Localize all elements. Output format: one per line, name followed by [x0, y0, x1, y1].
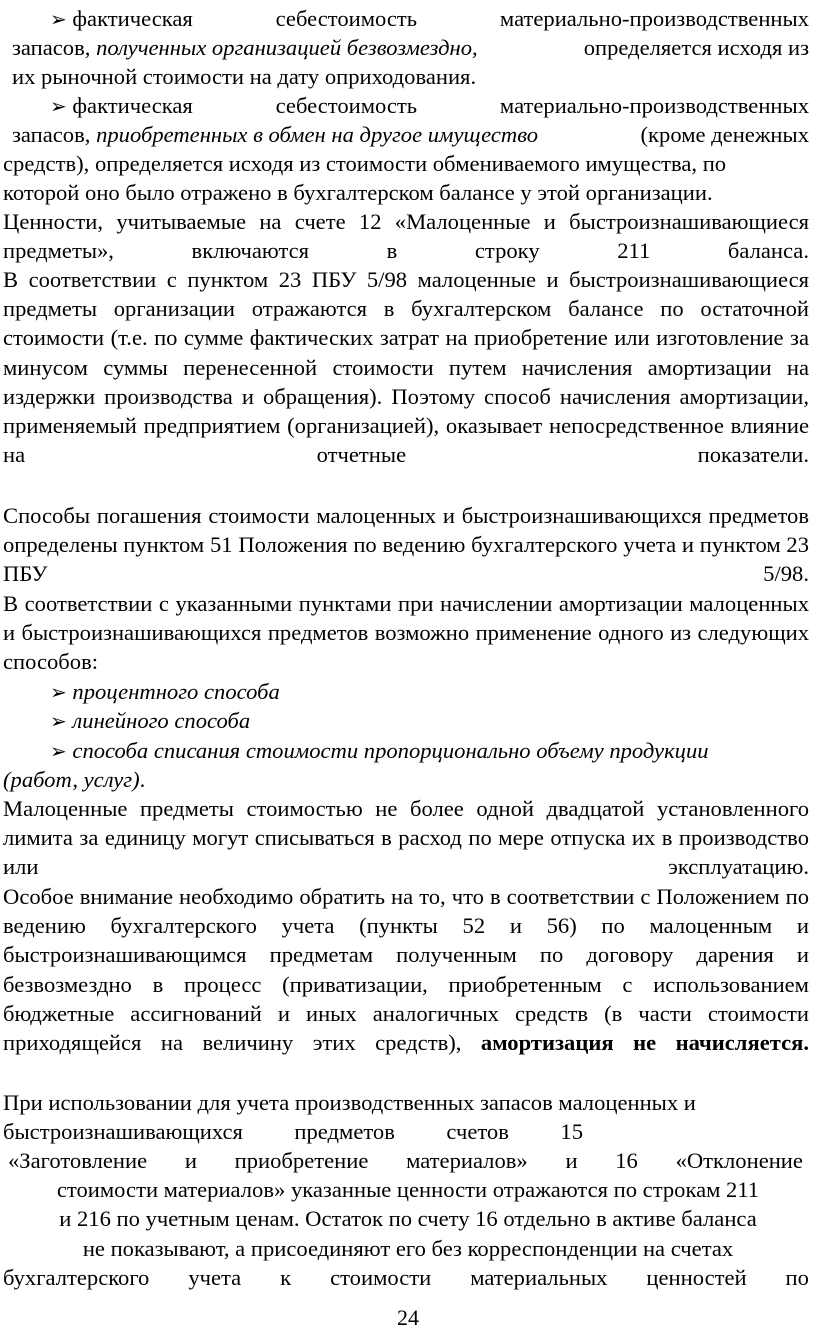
item2-line2: запасов, приобретенных в обмен на другое имущество (кроме денежных — [12, 122, 809, 147]
bullet-arrow-icon: ➢ — [50, 711, 67, 733]
para7-line5: и 216 по учетным ценам. Остаток по счету 16 отдельно в активе баланса — [59, 1206, 757, 1231]
item2-line1: ➢ фактическая себестоимость материально-производственных — [50, 93, 809, 118]
bullet-arrow-icon: ➢ — [50, 96, 67, 118]
para7-line6: не показывают, а присоединяют его без корреспонденции на счетах — [82, 1236, 734, 1261]
item1-line1: ➢ фактическая себестоимость материально-производственных — [50, 6, 809, 31]
paragraph-1: Ценности, учитываемые на счете 12 «Малоценные и быстроизнашивающиеся предметы», включаются в строку 211 баланса. — [3, 209, 809, 264]
paragraph-3: Способы погашения стоимости малоценных и быстроизнашивающихся предметов определены пунктом 51 Положения по ведению бухгалтерского учета и пунктом 23 ПБУ 5/98. — [3, 503, 809, 587]
method-item-3-line1: ➢ способа списания стоимости пропорционально объему продукции — [50, 738, 709, 763]
para7-line1: При использовании для учета производственных запасов малоценных и — [3, 1090, 696, 1115]
bullet-arrow-icon: ➢ — [50, 9, 67, 31]
page-number: 24 — [397, 1305, 419, 1330]
bullet-arrow-icon: ➢ — [50, 741, 67, 763]
item2-line3: средств), определяется исходя из стоимости обмениваемого имущества, по — [3, 151, 727, 176]
paragraph-2: В соответствии с пунктом 23 ПБУ 5/98 малоценные и быстроизнашивающиеся предметы организации отражаются в бухгалтерском балансе по остаточной стоимости (т.е. по сумме фактических затрат на приобретение или изготовление за минусом суммы перенесенной стоимости путем начисления амортизации на издержки производства и обращения). Поэтому способ начисления амортизации, применяемый предприятием (организацией), оказывает непосредственное влияние на отчетные показатели. — [3, 267, 809, 468]
method-item-1: ➢ процентного способа — [50, 679, 280, 704]
bullet-arrow-icon: ➢ — [50, 682, 67, 704]
paragraph-6: Особое внимание необходимо обратить на то, что в соответствии с Положением по ведению бухгалтерского учета (пункты 52 и 56) по малоценным и быстроизнашивающимся предметам полученным по договору дарения и безвозмездно в процесс (приватизации, приобретенным с использованием бюджетные ассигнований и иных аналогичных средств (в части стоимости приходящейся на величину этих средств), амортизация не начисляется. — [3, 884, 810, 1056]
item1-line3: их рыночной стоимости на дату оприходования. — [12, 64, 477, 89]
para7-line4: стоимости материалов» указанные ценности отражаются по строкам 211 — [56, 1177, 760, 1202]
item2-line4: которой оно было отражено в бухгалтерском балансе у этой организации. — [3, 180, 713, 205]
para7-line2: быстроизнашивающихся предметов счетов 15 — [3, 1119, 583, 1144]
item1-line2: запасов, полученных организацией безвозмездно, определяется исходя из — [12, 35, 809, 60]
method-item-3-line2: (работ, услуг). — [3, 767, 146, 792]
para7-line3: «Заготовление и приобретение материалов» и 16 «Отклонение — [8, 1148, 803, 1173]
para7-line7: бухгалтерского учета к стоимости материальных ценностей по — [3, 1265, 809, 1290]
paragraph-4: В соответствии с указанными пунктами при начислении амортизации малоценных и быстроизнашивающихся предметов возможно применение одного из следующих способов: — [3, 591, 809, 675]
method-item-2: ➢ линейного способа — [50, 708, 251, 733]
paragraph-5: Малоценные предметы стоимостью не более одной двадцатой установленного лимита за единицу могут списываться в расход по мере отпуска их в производство или эксплуатацию. — [3, 796, 809, 880]
